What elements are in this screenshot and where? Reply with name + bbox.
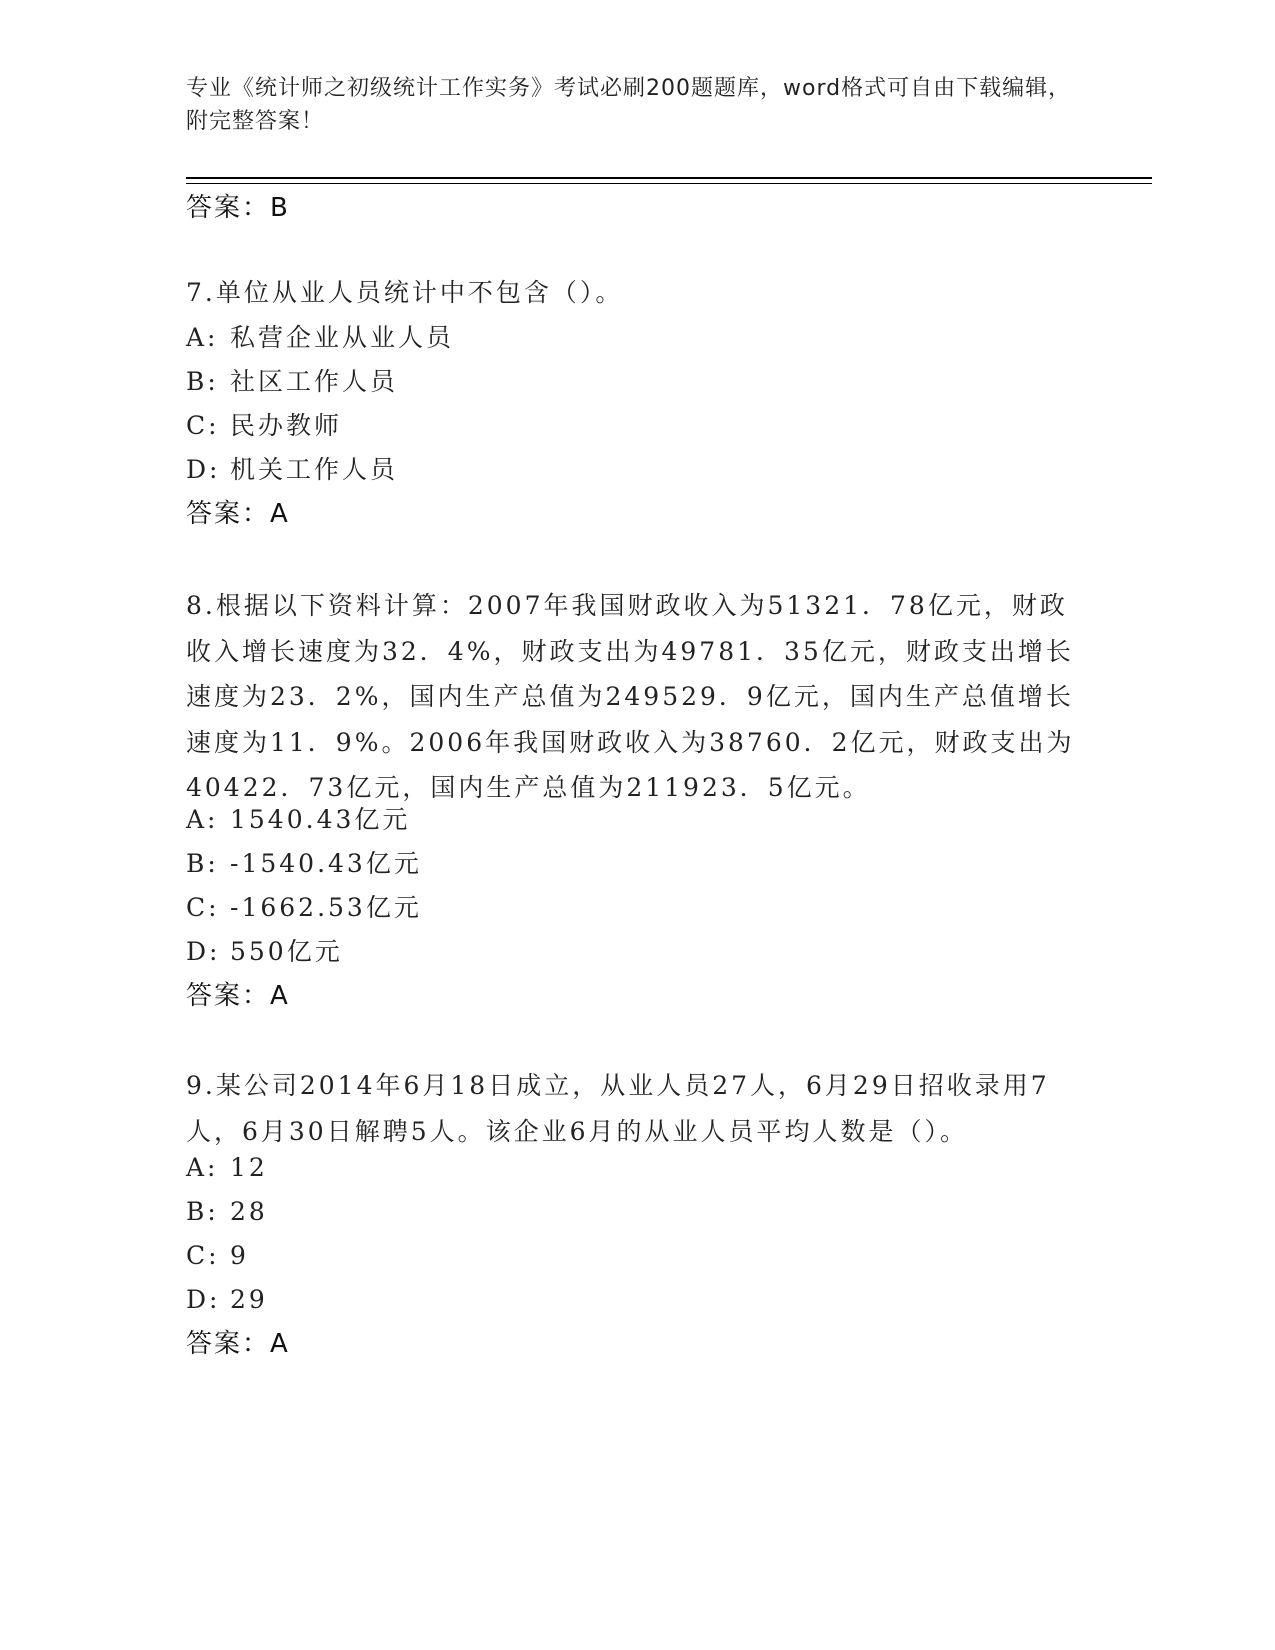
option-label: B: xyxy=(186,1197,219,1226)
option-label: A: xyxy=(186,805,219,834)
option-text: -1662.53亿元 xyxy=(230,893,422,922)
option-label: C: xyxy=(186,411,220,440)
option-label: A: xyxy=(186,1153,219,1182)
option-label: C: xyxy=(186,893,220,922)
option-text: 民办教师 xyxy=(230,411,343,440)
option-text: 9 xyxy=(230,1241,249,1270)
question-7-option-a xyxy=(186,320,454,356)
option-text: -1540.43亿元 xyxy=(230,849,422,878)
option-text: 550亿元 xyxy=(230,937,343,966)
option-label: B: xyxy=(186,849,219,878)
option-label: D: xyxy=(186,455,221,484)
option-label: D: xyxy=(186,1285,221,1314)
option-label: B: xyxy=(186,367,219,396)
option-label: C: xyxy=(186,1241,220,1270)
question-9-option-b xyxy=(186,1194,268,1230)
question-8-option-c xyxy=(186,890,422,926)
question-7-option-b xyxy=(186,364,398,400)
option-text: 私营企业从业人员 xyxy=(230,323,455,352)
question-9-option-a xyxy=(186,1150,268,1186)
question-8-stem: 8.根据以下资料计算：2007年我国财政收入为51321．78亿元，财政收入增长速度为32．4%，财政支出为49781．35亿元，财政支出增长速度为23．2%，国内生产总值为249529．9亿元，国内生产总值增长速度为11．9%。2006年我国财政收入为38760．2亿元，财政支出为40422．73亿元，国内生产总值为211923．5亿元。 xyxy=(186,591,1075,802)
question-8-option-d xyxy=(186,934,343,970)
option-text: 12 xyxy=(230,1153,268,1182)
option-text: 社区工作人员 xyxy=(230,367,399,396)
question-7-answer: 答案：A xyxy=(186,499,290,529)
option-text: 28 xyxy=(230,1197,268,1226)
question-9-stem: 9.某公司2014年6月18日成立，从业人员27人，6月29日招收录用7人，6月30日解聘5人。该企业6月的从业人员平均人数是（）。 xyxy=(186,1071,1050,1146)
option-text: 1540.43亿元 xyxy=(230,805,411,834)
question-9-answer: 答案：A xyxy=(186,1329,290,1359)
header-rule-thick xyxy=(186,177,1152,179)
previous-answer: 答案：B xyxy=(186,193,290,223)
question-8-option-b xyxy=(186,846,422,882)
option-label: D: xyxy=(186,937,221,966)
option-label: A: xyxy=(186,323,219,352)
question-7-stem: 7.单位从业人员统计中不包含（）。 xyxy=(186,278,624,307)
option-text: 29 xyxy=(230,1285,268,1314)
question-9-option-c xyxy=(186,1238,249,1274)
question-7-option-c xyxy=(186,408,342,444)
header-rule-thin xyxy=(186,183,1152,184)
question-9-option-d xyxy=(186,1282,268,1318)
document-header: 专业《统计师之初级统计工作实务》考试必刷200题题库，word格式可自由下载编辑，附完整答案！ xyxy=(186,76,1072,134)
question-8-answer: 答案：A xyxy=(186,981,290,1011)
option-text: 机关工作人员 xyxy=(230,455,399,484)
question-8-option-a xyxy=(186,802,410,838)
question-7-option-d xyxy=(186,452,398,488)
